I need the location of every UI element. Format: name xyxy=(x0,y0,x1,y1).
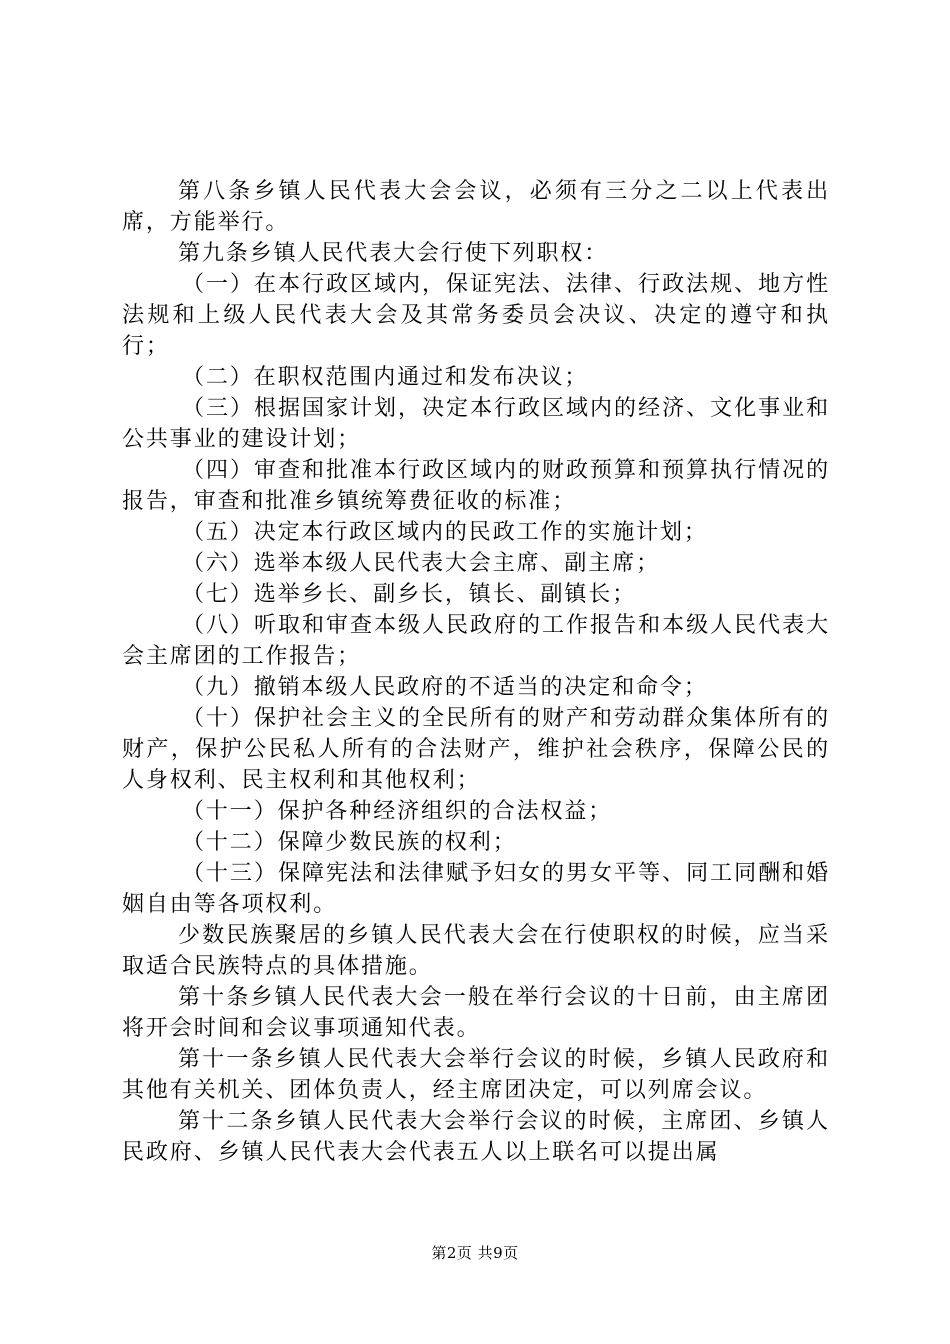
list-item-2: （二）在职权范围内通过和发布决议； xyxy=(182,365,589,390)
list-item-10: （十）保护社会主义的全民所有的财产和劳动群众集体所有的财产，保护公民私人所有的合法财产，维护社会秩序，保障公民的人身权利、民主权利和其他权利； xyxy=(122,706,830,793)
list-item-9: （九）撤销本级人民政府的不适当的决定和命令； xyxy=(182,675,708,700)
paragraph-article-11: 第十一条乡镇人民代表大会举行会议的时候，乡镇人民政府和其他有关机关、团体负责人，经主席团决定，可以列席会议。 xyxy=(122,1047,830,1103)
list-item-4: （四）审查和批准本行政区域内的财政预算和预算执行情况的报告，审查和批准乡镇统筹费征收的标准； xyxy=(122,458,830,514)
list-item-11: （十一）保护各种经济组织的合法权益； xyxy=(182,799,613,824)
list-item-6: （六）选举本级人民代表大会主席、副主席； xyxy=(182,551,661,576)
paragraph-article-8: 第八条乡镇人民代表大会会议，必须有三分之二以上代表出席，方能举行。 xyxy=(122,179,830,235)
list-item-12: （十二）保障少数民族的权利； xyxy=(182,830,517,855)
paragraph-article-10: 第十条乡镇人民代表大会一般在举行会议的十日前，由主席团将开会时间和会议事项通知代表。 xyxy=(122,985,830,1041)
paragraph-minority-areas: 少数民族聚居的乡镇人民代表大会在行使职权的时候，应当采取适合民族特点的具体措施。 xyxy=(122,923,830,979)
list-item-8: （八）听取和审查本级人民政府的工作报告和本级人民代表大会主席团的工作报告； xyxy=(122,613,830,669)
document-body xyxy=(122,176,830,1168)
list-item-3: （三）根据国家计划，决定本行政区域内的经济、文化事业和公共事业的建设计划； xyxy=(122,396,830,452)
list-item-5: （五）决定本行政区域内的民政工作的实施计划； xyxy=(182,520,708,545)
paragraph-article-12: 第十二条乡镇人民代表大会举行会议的时候，主席团、乡镇人民政府、乡镇人民代表大会代表五人以上联名可以提出属 xyxy=(122,1109,830,1165)
paragraph-article-9: 第九条乡镇人民代表大会行使下列职权： xyxy=(178,241,609,266)
list-item-13: （十三）保障宪法和法律赋予妇女的男女平等、同工同酬和婚姻自由等各项权利。 xyxy=(122,861,830,917)
page-number-footer: 第2页 共9页 xyxy=(431,1244,519,1262)
list-item-1: （一）在本行政区域内，保证宪法、法律、行政法规、地方性法规和上级人民代表大会及其常务委员会决议、决定的遵守和执行； xyxy=(122,272,830,359)
list-item-7: （七）选举乡长、副乡长，镇长、副镇长； xyxy=(182,582,637,607)
